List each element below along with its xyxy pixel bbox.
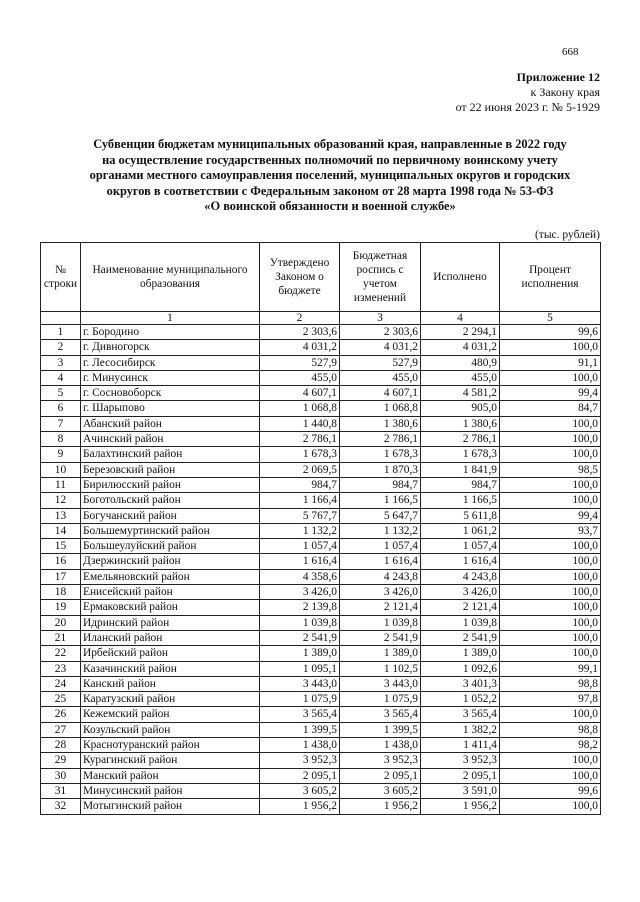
budget-cell: 2 541,9 — [340, 630, 421, 645]
percent-cell: 99,4 — [500, 386, 601, 401]
table-row — [41, 799, 601, 814]
appendix-date: от 22 июня 2023 г. № 5-1929 — [455, 100, 600, 114]
budget-cell: 3 565,4 — [340, 707, 421, 722]
approved-cell: 1 438,0 — [260, 738, 340, 753]
municipality-cell: Краснотуранский район — [81, 738, 260, 753]
budget-cell: 4 031,2 — [340, 340, 421, 355]
row-number-cell: 26 — [41, 707, 81, 722]
executed-cell: 1 092,6 — [421, 661, 500, 676]
approved-cell: 984,7 — [260, 477, 340, 492]
executed-cell: 1 380,6 — [421, 416, 500, 431]
table-row — [41, 646, 601, 661]
row-number-cell: 10 — [41, 462, 81, 477]
title-line: органами местного самоуправления поселений, муниципальных округов и городских — [89, 168, 571, 183]
approved-cell: 3 605,2 — [260, 783, 340, 798]
row-number-cell: 6 — [41, 401, 81, 416]
budget-cell: 455,0 — [340, 370, 421, 385]
table-row — [41, 340, 601, 355]
column-number: 4 — [421, 312, 500, 325]
executed-cell: 1 057,4 — [421, 539, 500, 554]
column-number: 1 — [81, 312, 260, 325]
budget-cell: 1 616,4 — [340, 554, 421, 569]
percent-cell: 91,1 — [500, 355, 601, 370]
row-number-cell: 7 — [41, 416, 81, 431]
executed-cell: 3 426,0 — [421, 585, 500, 600]
approved-cell: 1 057,4 — [260, 539, 340, 554]
row-number-cell: 1 — [41, 325, 81, 340]
approved-cell: 4 607,1 — [260, 386, 340, 401]
approved-cell: 1 399,5 — [260, 722, 340, 737]
municipality-cell: г. Бородино — [81, 325, 260, 340]
table-row — [41, 462, 601, 477]
column-number-blank — [41, 312, 81, 325]
header-name: Наименование муниципального образования — [81, 243, 260, 312]
row-number-cell: 30 — [41, 768, 81, 783]
row-number-cell: 29 — [41, 753, 81, 768]
municipality-cell: Балахтинский район — [81, 447, 260, 462]
table-row — [41, 753, 601, 768]
table-row — [41, 554, 601, 569]
row-number-cell: 14 — [41, 523, 81, 538]
municipality-cell: г. Минусинск — [81, 370, 260, 385]
row-number-cell: 21 — [41, 630, 81, 645]
percent-cell: 99,6 — [500, 783, 601, 798]
appendix-block — [456, 70, 600, 115]
row-number-cell: 27 — [41, 722, 81, 737]
executed-cell: 480,9 — [421, 355, 500, 370]
budget-cell: 1 956,2 — [340, 799, 421, 814]
municipality-cell: г. Сосновоборск — [81, 386, 260, 401]
table-body — [41, 325, 601, 815]
table-row — [41, 325, 601, 340]
budget-cell: 1 068,8 — [340, 401, 421, 416]
table-row — [41, 416, 601, 431]
budget-cell: 1 870,3 — [340, 462, 421, 477]
budget-cell: 1 399,5 — [340, 722, 421, 737]
row-number-cell: 11 — [41, 477, 81, 492]
approved-cell: 1 075,9 — [260, 692, 340, 707]
units-label: (тыс. рублей) — [534, 229, 600, 241]
approved-cell: 5 767,7 — [260, 508, 340, 523]
municipality-cell: Иланский район — [81, 630, 260, 645]
table-row — [41, 707, 601, 722]
budget-cell: 1 132,2 — [340, 523, 421, 538]
table-row — [41, 493, 601, 508]
header-row-number: № строки — [41, 243, 81, 312]
table-header-row — [41, 243, 601, 312]
executed-cell: 1 841,9 — [421, 462, 500, 477]
approved-cell: 1 068,8 — [260, 401, 340, 416]
executed-cell: 2 121,4 — [421, 600, 500, 615]
table-row — [41, 585, 601, 600]
percent-cell: 99,1 — [500, 661, 601, 676]
percent-cell: 84,7 — [500, 401, 601, 416]
budget-cell: 984,7 — [340, 477, 421, 492]
executed-cell: 2 095,1 — [421, 768, 500, 783]
budget-cell: 1 166,5 — [340, 493, 421, 508]
subventions-table — [40, 242, 601, 815]
table-row — [41, 676, 601, 691]
approved-cell: 4 358,6 — [260, 569, 340, 584]
municipality-cell: Казачинский район — [81, 661, 260, 676]
municipality-cell: Козульский район — [81, 722, 260, 737]
municipality-cell: Каратузский район — [81, 692, 260, 707]
percent-cell: 100,0 — [500, 615, 601, 630]
row-number-cell: 12 — [41, 493, 81, 508]
executed-cell: 1 678,3 — [421, 447, 500, 462]
approved-cell: 527,9 — [260, 355, 340, 370]
table-row — [41, 447, 601, 462]
table-row — [41, 432, 601, 447]
title-line: Субвенции бюджетам муниципальных образований края, направленные в 2022 году — [93, 137, 567, 151]
approved-cell: 1 132,2 — [260, 523, 340, 538]
appendix-law: к Закону края — [530, 85, 600, 99]
percent-cell: 98,8 — [500, 722, 601, 737]
percent-cell: 100,0 — [500, 340, 601, 355]
row-number-cell: 13 — [41, 508, 81, 523]
municipality-cell: Мотыгинский район — [81, 799, 260, 814]
executed-cell: 3 401,3 — [421, 676, 500, 691]
percent-cell: 100,0 — [500, 554, 601, 569]
approved-cell: 1 389,0 — [260, 646, 340, 661]
municipality-cell: Большемуртинский район — [81, 523, 260, 538]
municipality-cell: Емельяновский район — [81, 569, 260, 584]
table-row — [41, 615, 601, 630]
table-row — [41, 661, 601, 676]
table-row — [41, 738, 601, 753]
municipality-cell: Большеулуйский район — [81, 539, 260, 554]
executed-cell: 4 581,2 — [421, 386, 500, 401]
row-number-cell: 31 — [41, 783, 81, 798]
percent-cell: 100,0 — [500, 539, 601, 554]
percent-cell: 99,6 — [500, 325, 601, 340]
row-number-cell: 23 — [41, 661, 81, 676]
percent-cell: 98,2 — [500, 738, 601, 753]
approved-cell: 2 139,8 — [260, 600, 340, 615]
row-number-cell: 22 — [41, 646, 81, 661]
document-title — [40, 137, 620, 215]
municipality-cell: Боготольский район — [81, 493, 260, 508]
municipality-cell: Богучанский район — [81, 508, 260, 523]
budget-cell: 1 075,9 — [340, 692, 421, 707]
municipality-cell: Курагинский район — [81, 753, 260, 768]
municipality-cell: Енисейский район — [81, 585, 260, 600]
row-number-cell: 5 — [41, 386, 81, 401]
approved-cell: 455,0 — [260, 370, 340, 385]
approved-cell: 2 303,6 — [260, 325, 340, 340]
column-number-row — [41, 312, 601, 325]
table-row — [41, 768, 601, 783]
executed-cell: 1 039,8 — [421, 615, 500, 630]
budget-cell: 3 426,0 — [340, 585, 421, 600]
header-approved: Утверждено Законом о бюджете — [260, 243, 340, 312]
executed-cell: 2 786,1 — [421, 432, 500, 447]
row-number-cell: 18 — [41, 585, 81, 600]
municipality-cell: Бирилюсский район — [81, 477, 260, 492]
executed-cell: 905,0 — [421, 401, 500, 416]
approved-cell: 3 565,4 — [260, 707, 340, 722]
approved-cell: 2 541,9 — [260, 630, 340, 645]
percent-cell: 99,4 — [500, 508, 601, 523]
table-row — [41, 370, 601, 385]
municipality-cell: Манский район — [81, 768, 260, 783]
row-number-cell: 17 — [41, 569, 81, 584]
percent-cell: 100,0 — [500, 447, 601, 462]
row-number-cell: 3 — [41, 355, 81, 370]
budget-cell: 1 438,0 — [340, 738, 421, 753]
municipality-cell: Абанский район — [81, 416, 260, 431]
page-number: 668 — [562, 46, 579, 58]
table-row — [41, 355, 601, 370]
row-number-cell: 24 — [41, 676, 81, 691]
percent-cell: 100,0 — [500, 493, 601, 508]
row-number-cell: 8 — [41, 432, 81, 447]
percent-cell: 98,8 — [500, 676, 601, 691]
municipality-cell: Кежемский район — [81, 707, 260, 722]
percent-cell: 100,0 — [500, 600, 601, 615]
executed-cell: 455,0 — [421, 370, 500, 385]
row-number-cell: 9 — [41, 447, 81, 462]
budget-cell: 2 786,1 — [340, 432, 421, 447]
budget-cell: 1 039,8 — [340, 615, 421, 630]
municipality-cell: г. Шарыпово — [81, 401, 260, 416]
executed-cell: 2 294,1 — [421, 325, 500, 340]
executed-cell: 4 031,2 — [421, 340, 500, 355]
budget-cell: 3 605,2 — [340, 783, 421, 798]
budget-cell: 4 243,8 — [340, 569, 421, 584]
approved-cell: 1 440,8 — [260, 416, 340, 431]
row-number-cell: 16 — [41, 554, 81, 569]
municipality-cell: Канский район — [81, 676, 260, 691]
budget-cell: 1 057,4 — [340, 539, 421, 554]
appendix-title: Приложение 12 — [516, 70, 600, 84]
header-executed: Исполнено — [421, 243, 500, 312]
title-line: округов в соответствии с Федеральным законом от 28 марта 1998 года № 53-ФЗ — [106, 183, 554, 198]
table-row — [41, 523, 601, 538]
approved-cell: 1 616,4 — [260, 554, 340, 569]
approved-cell: 2 095,1 — [260, 768, 340, 783]
approved-cell: 4 031,2 — [260, 340, 340, 355]
executed-cell: 4 243,8 — [421, 569, 500, 584]
budget-cell: 3 952,3 — [340, 753, 421, 768]
table-row — [41, 569, 601, 584]
percent-cell: 100,0 — [500, 432, 601, 447]
percent-cell: 93,7 — [500, 523, 601, 538]
table-row — [41, 600, 601, 615]
budget-cell: 1 389,0 — [340, 646, 421, 661]
table-row — [41, 401, 601, 416]
executed-cell: 1 616,4 — [421, 554, 500, 569]
percent-cell: 98,5 — [500, 462, 601, 477]
budget-cell: 2 095,1 — [340, 768, 421, 783]
executed-cell: 2 541,9 — [421, 630, 500, 645]
percent-cell: 100,0 — [500, 585, 601, 600]
executed-cell: 984,7 — [421, 477, 500, 492]
row-number-cell: 28 — [41, 738, 81, 753]
municipality-cell: г. Дивногорск — [81, 340, 260, 355]
executed-cell: 3 591,0 — [421, 783, 500, 798]
budget-cell: 527,9 — [340, 355, 421, 370]
municipality-cell: Идринский район — [81, 615, 260, 630]
executed-cell: 3 565,4 — [421, 707, 500, 722]
approved-cell: 1 095,1 — [260, 661, 340, 676]
row-number-cell: 19 — [41, 600, 81, 615]
percent-cell: 100,0 — [500, 416, 601, 431]
municipality-cell: Ирбейский район — [81, 646, 260, 661]
table-row — [41, 722, 601, 737]
table-row — [41, 692, 601, 707]
budget-cell: 1 102,5 — [340, 661, 421, 676]
table-row — [41, 630, 601, 645]
percent-cell: 100,0 — [500, 569, 601, 584]
title-line: на осуществление государственных полномочий по первичному воинскому учету — [102, 152, 558, 167]
budget-cell: 1 380,6 — [340, 416, 421, 431]
percent-cell: 100,0 — [500, 646, 601, 661]
budget-cell: 5 647,7 — [340, 508, 421, 523]
table-row — [41, 539, 601, 554]
row-number-cell: 15 — [41, 539, 81, 554]
percent-cell: 100,0 — [500, 799, 601, 814]
row-number-cell: 2 — [41, 340, 81, 355]
budget-cell: 1 678,3 — [340, 447, 421, 462]
executed-cell: 1 166,5 — [421, 493, 500, 508]
executed-cell: 1 956,2 — [421, 799, 500, 814]
municipality-cell: Ермаковский район — [81, 600, 260, 615]
executed-cell: 1 411,4 — [421, 738, 500, 753]
row-number-cell: 32 — [41, 799, 81, 814]
header-budget: Бюджетная роспись с учетом изменений — [340, 243, 421, 312]
executed-cell: 1 061,2 — [421, 523, 500, 538]
column-number: 2 — [260, 312, 340, 325]
executed-cell: 1 389,0 — [421, 646, 500, 661]
approved-cell: 1 678,3 — [260, 447, 340, 462]
approved-cell: 1 166,4 — [260, 493, 340, 508]
percent-cell: 100,0 — [500, 753, 601, 768]
row-number-cell: 4 — [41, 370, 81, 385]
executed-cell: 5 611,8 — [421, 508, 500, 523]
executed-cell: 3 952,3 — [421, 753, 500, 768]
title-line: «О воинской обязанности и военной службе» — [204, 199, 456, 214]
municipality-cell: Дзержинский район — [81, 554, 260, 569]
budget-cell: 2 121,4 — [340, 600, 421, 615]
approved-cell: 1 039,8 — [260, 615, 340, 630]
row-number-cell: 25 — [41, 692, 81, 707]
budget-cell: 4 607,1 — [340, 386, 421, 401]
table-row — [41, 508, 601, 523]
municipality-cell: Ачинский район — [81, 432, 260, 447]
column-number: 3 — [340, 312, 421, 325]
approved-cell: 1 956,2 — [260, 799, 340, 814]
percent-cell: 100,0 — [500, 630, 601, 645]
percent-cell: 100,0 — [500, 707, 601, 722]
executed-cell: 1 382,2 — [421, 722, 500, 737]
column-number: 5 — [500, 312, 601, 325]
budget-cell: 3 443,0 — [340, 676, 421, 691]
percent-cell: 100,0 — [500, 477, 601, 492]
table-row — [41, 477, 601, 492]
row-number-cell: 20 — [41, 615, 81, 630]
table-row — [41, 386, 601, 401]
executed-cell: 1 052,2 — [421, 692, 500, 707]
budget-cell: 2 303,6 — [340, 325, 421, 340]
percent-cell: 100,0 — [500, 370, 601, 385]
approved-cell: 2 069,5 — [260, 462, 340, 477]
percent-cell: 97,8 — [500, 692, 601, 707]
municipality-cell: г. Лесосибирск — [81, 355, 260, 370]
header-percent: Процент исполнения — [500, 243, 601, 312]
approved-cell: 3 426,0 — [260, 585, 340, 600]
approved-cell: 3 443,0 — [260, 676, 340, 691]
municipality-cell: Минусинский район — [81, 783, 260, 798]
table-row — [41, 783, 601, 798]
approved-cell: 3 952,3 — [260, 753, 340, 768]
percent-cell: 100,0 — [500, 768, 601, 783]
approved-cell: 2 786,1 — [260, 432, 340, 447]
municipality-cell: Березовский район — [81, 462, 260, 477]
